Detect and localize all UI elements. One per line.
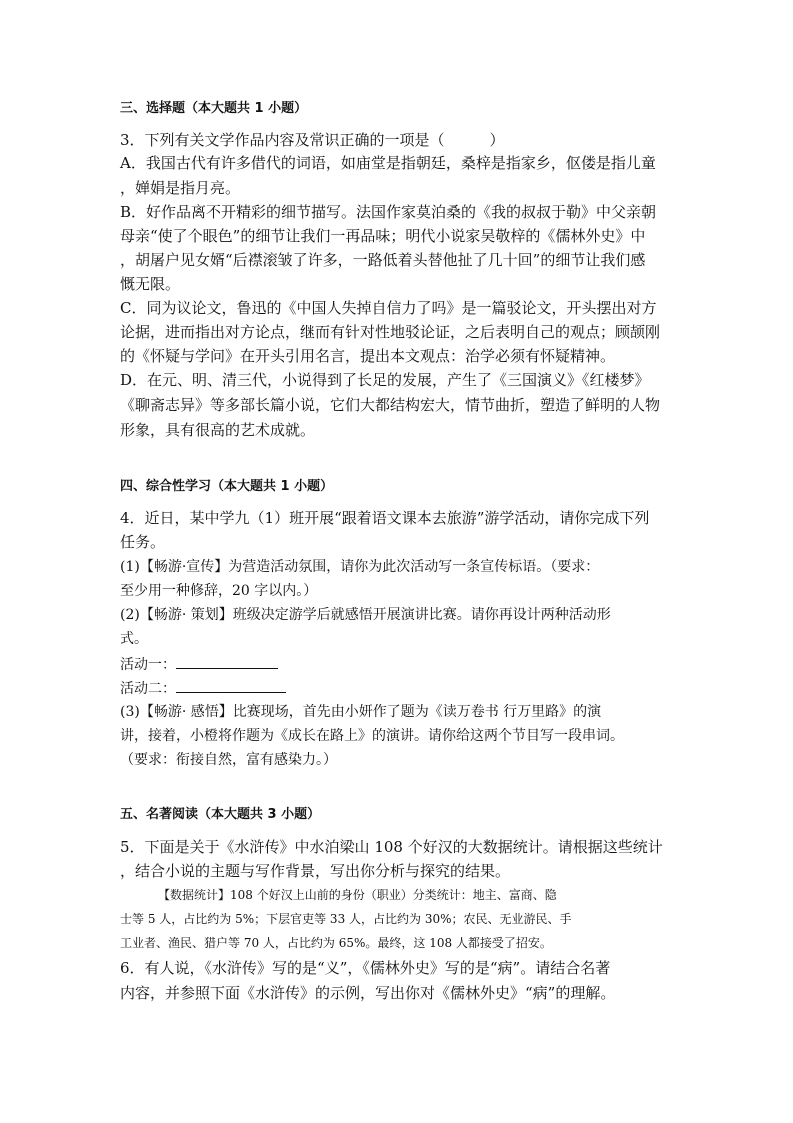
question-3-stem: 3．下列有关文学作品内容及常识正确的一项是（ ） <box>120 131 505 149</box>
part-1-line-1: (1)【畅游·宣传】为营造活动氛围，请你为此次活动写一条宣传标语。（要求： <box>120 559 600 575</box>
section-heading-choice: 三、选择题（本大题共 1 小题） <box>120 101 308 116</box>
activity-1-blank[interactable] <box>176 654 278 669</box>
question-6-line-2: 内容，并参照下面《水浒传》的示例，写出你对《儒林外史》“病”的理解。 <box>120 984 616 1002</box>
activity-2-blank[interactable] <box>176 678 286 693</box>
question-5-line-2: ，结合小说的主题与写作背景，写出你分析与探究的结果。 <box>120 862 511 880</box>
activity-2-row <box>120 678 286 699</box>
option-c-line-3: 的《怀疑与学问》在开头引用名言，提出本文观点：治学必须有怀疑精神。 <box>120 347 616 365</box>
option-d-line-3: 形象，具有很高的艺术成就。 <box>120 421 316 439</box>
option-c-line-1: C．同为议论文，鲁迅的《中国人失掉自信力了吗》是一篇驳论文，开头摆出对方 <box>120 299 657 317</box>
option-b-line-2: 母亲“使了个眼色”的细节让我们一再品味；明代小说家吴敬梓的《儒林外史》中 <box>120 227 646 245</box>
part-3-line-3: （要求：衔接自然，富有感染力。） <box>120 752 337 768</box>
question-6-line-1: 6．有人说，《水浒传》写的是“义”，《儒林外史》写的是“病”。请结合名著 <box>120 959 611 977</box>
data-stat-line-2: 士等 5 人，占比约为 5%；下层官吏等 33 人，占比约为 30%；农民、无业游民、手 <box>120 912 572 926</box>
activity-1-row <box>120 654 278 675</box>
question-4-line-1: 4．近日，某中学九（1）班开展“跟着语文课本去旅游”游学活动，请你完成下列 <box>120 509 650 527</box>
question-5-line-1: 5．下面是关于《水浒传》中水泊梁山 108 个好汉的大数据统计。请根据这些统计 <box>120 838 663 856</box>
part-2-line-2: 式。 <box>120 631 148 647</box>
section-heading-classics: 五、名著阅读（本大题共 3 小题） <box>120 807 321 822</box>
activity-1-label: 活动一： <box>120 657 176 673</box>
data-stat-line-3: 工业者、渔民、猎户等 70 人，占比约为 65%。最终，这 108 人都接受了招安。 <box>120 936 552 950</box>
option-b-line-1: B．好作品离不开精彩的细节描写。法国作家莫泊桑的《我的叔叔于勒》中父亲朝 <box>120 203 657 221</box>
option-b-line-4: 慨无限。 <box>120 275 181 293</box>
part-3-line-2: 讲，接着，小橙将作题为《成长在路上》的演讲。请你给这两个节目写一段串词。 <box>120 728 624 744</box>
data-stat-line-1: 【数据统计】108 个好汉上山前的身份（职业）分类统计：地主、富商、隐 <box>158 888 557 902</box>
option-d-line-1: D．在元、明、清三代，小说得到了长足的发展，产生了《三国演义》《红楼梦》 <box>120 371 650 389</box>
question-4-line-2: 任务。 <box>120 533 166 551</box>
part-3-line-1: (3)【畅游· 感悟】比赛现场，首先由小妍作了题为《读万卷书 行万里路》的演 <box>120 704 602 720</box>
part-1-line-2: 至少用一种修辞，20 字以内。） <box>120 583 318 599</box>
option-c-line-2: 论据，进而指出对方论点，继而有针对性地驳论证，之后表明自己的观点；顾颉刚 <box>120 323 661 341</box>
section-heading-integrated: 四、综合性学习（本大题共 1 小题） <box>120 479 334 494</box>
option-d-line-2: 《聊斋志异》等多部长篇小说，它们大都结构宏大，情节曲折，塑造了鲜明的人物 <box>120 396 661 414</box>
option-b-line-3: ，胡屠户见女婿“后襟滚皱了许多，一路低着头替他扯了几十回”的细节让我们感 <box>120 251 646 269</box>
activity-2-label: 活动二： <box>120 681 176 697</box>
part-2-line-1: (2)【畅游· 策划】班级决定游学后就感悟开展演讲比赛。请你再设计两种活动形 <box>120 607 611 623</box>
option-a-line-2: ，婵娟是指月亮。 <box>120 179 241 197</box>
option-a-line-1: A．我国古代有许多借代的词语，如庙堂是指朝廷，桑梓是指家乡，伛偻是指儿童 <box>120 154 656 172</box>
